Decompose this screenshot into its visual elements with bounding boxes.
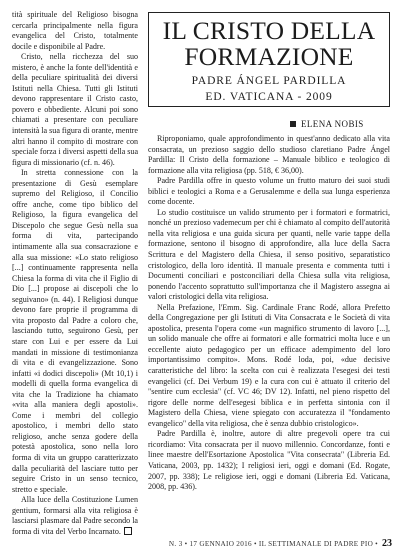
right-paragraph: Lo studio costituisce un valido strumento per i formatori e formatrici, nonché un prezioso vademecum per chi è chiamato al compito dell'autorità nella vita religiosa e una guida sicura per quanti, nelle varie tappe della formazione, sentono il bisogno di approfondire, alla luce della Sacra Scrittura e del Magistero della Chiesa, il senso positivo, separatistico cristologico, della loro identità. Il manuale presenta e commenta tutti i Documenti conciliari e postconciliari della Chiesa sulla vita religiosa, ponendo l'accento soprattutto sull'importanza che il Magistero assegna ai valori cristologici della vita religiosa. <box>148 207 390 302</box>
left-paragraph: Cristo, nella ricchezza del suo mistero, è anche la fonte dell'identità e della peculiare spiritualità dei diversi Istituti nella Chiesa. Tutti gli Istituti devono rappresentare il Cristo casto, povero e obbediente. Alcuni poi sono chiamati a presentare con peculiare intensità la sua figura di orante, mentre altri hanno il compito di mostrare con speciale forza i diversi aspetti della sua figura di missionario (cf. n. 46). <box>12 52 139 167</box>
left-paragraph-last <box>12 495 138 537</box>
left-paragraph: tità spirituale del Religioso bisogna cercarla principalmente nella figura evangelica del Cristo, totalmente docile e disponibile al Padre. <box>12 10 138 51</box>
right-paragraph: Riproponiamo, quale approfondimento in quest'anno dedicato alla vita consacrata, un prezioso saggio dello studioso claretiano Padre Ángel Pardilla: Il Cristo della formazione – Manuale biblico e teologico di formazione alla vita religiosa (pp. 518, € 36,00). <box>148 134 390 175</box>
left-paragraph: In stretta connessione con la presentazione di Gesù esemplare supremo del Religioso, il Concilio offre anche, come tipo biblico del Religioso, la figura evangelica del Discepolo che segue Gesù nella sua forma di vita, partecipando intimamente alla sua consacrazione e alla sua missione: «Lo stato religioso [...] continuamente rappresenta nella Chiesa la forma di vita che il Figlio di Dio [...] propose ai discepoli che lo seguivano» (n. 44). I Religiosi dunque devono fare proprie il programma di vita proposto dal Padre a coloro che, lasciando tutto, seguirono Gesù, per stare con Lui e per essere da Lui mandati in missione di testimonianza di vita e di evangelizzazione. Sono infatti «i dodici discepoli» (Mt 10,1) i modelli di quella forma evangelica di vita che la Tradizione ha chiamato «vita alla maniera degli apostoli». Come i membri del collegio apostolico, i membri dello stato religioso, anche senza godere della potestà apostolica, sono nella loro forma di vita un gruppo caratterizzato dalla peculiarità del lasciare tutto per seguire Cristo in un senso tecnico, stretto e speciale. <box>12 168 138 494</box>
right-paragraph: Padre Pardilla offre in questo volume un frutto maturo dei suoi studi biblici e teologici a Roma e a Gerusalemme e della sua lunga esperienza come docente. <box>148 176 390 207</box>
left-column-text <box>12 10 139 536</box>
article-end-mark-icon <box>124 527 132 535</box>
right-column-text <box>148 134 390 530</box>
review-title-line-1: IL CRISTO DELLA <box>162 16 376 45</box>
page-footer <box>12 538 392 552</box>
book-publisher: ED. VATICANA - 2009 <box>205 91 333 103</box>
footer-issue-info: N. 3 • 17 GENNAIO 2016 • IL SETTIMANALE DI PADRE PIO • <box>168 540 378 548</box>
right-paragraph: Padre Pardilla è, inoltre, autore di altre pregevoli opere tra cui ricordiamo: Vita consacrata per il nuovo millennio. Concordanze, fonti e linee maestre dell'Esortazione Apostolica "Vita consecrata" (Libreria Ed. Vaticana, 2003, pp. 1432); I religiosi ieri, oggi e domani (Ed. Rogate, 2007, pp. 338); Le religiose ieri, oggi e domani (Libreria Ed. Vaticana, 2008, pp. 436). <box>148 429 390 492</box>
byline-author: ELENA NOBIS <box>301 119 364 129</box>
review-title-line-2: FORMAZIONE <box>184 42 354 71</box>
right-paragraph: Nella Prefazione, l'Emm. Sig. Cardinale Franc Rodé, allora Prefetto della Congregazione per gli Istituti di Vita Consacrata e le Società di vita apostolica, presenta l'opera come «un magnifico strumento di lavoro [...], un solido manuale che offre ai formatori e alle formatrici molta luce e un eccellente aiuto pedagogico per un efficace adempimento del loro importantissimo compito». Mons. Rodé loda, poi, «due decisive caratteristiche del libro: la scelta con cui è realizzata l'esegesi dei testi evangelici (cf. Dei Verbum 19) e la cura con cui è attuato il criterio del "sentire cum ecclesia" (cf. VC 46; DV 12). Infatti, nel pieno rispetto del rigore delle norme dell'esegesi biblica e in perfetta sintonia con il Magistero della Chiesa, viene spiegato con accuratezza il "fondamento evangelico" della vita religiosa, che è senza dubbio cristologico». <box>148 302 390 428</box>
page-number: 23 <box>382 538 392 549</box>
square-bullet-icon <box>290 121 296 127</box>
book-author: PADRE ÁNGEL PARDILLA <box>191 75 347 87</box>
review-header-box <box>148 12 390 107</box>
left-paragraph-text: Alla luce della Costituzione Lumen gentium, formarsi alla vita religiosa è lasciarsi plasmare dal Padre secondo la forma di vita del Verbo Incarnato. <box>12 495 138 536</box>
byline <box>290 119 390 129</box>
